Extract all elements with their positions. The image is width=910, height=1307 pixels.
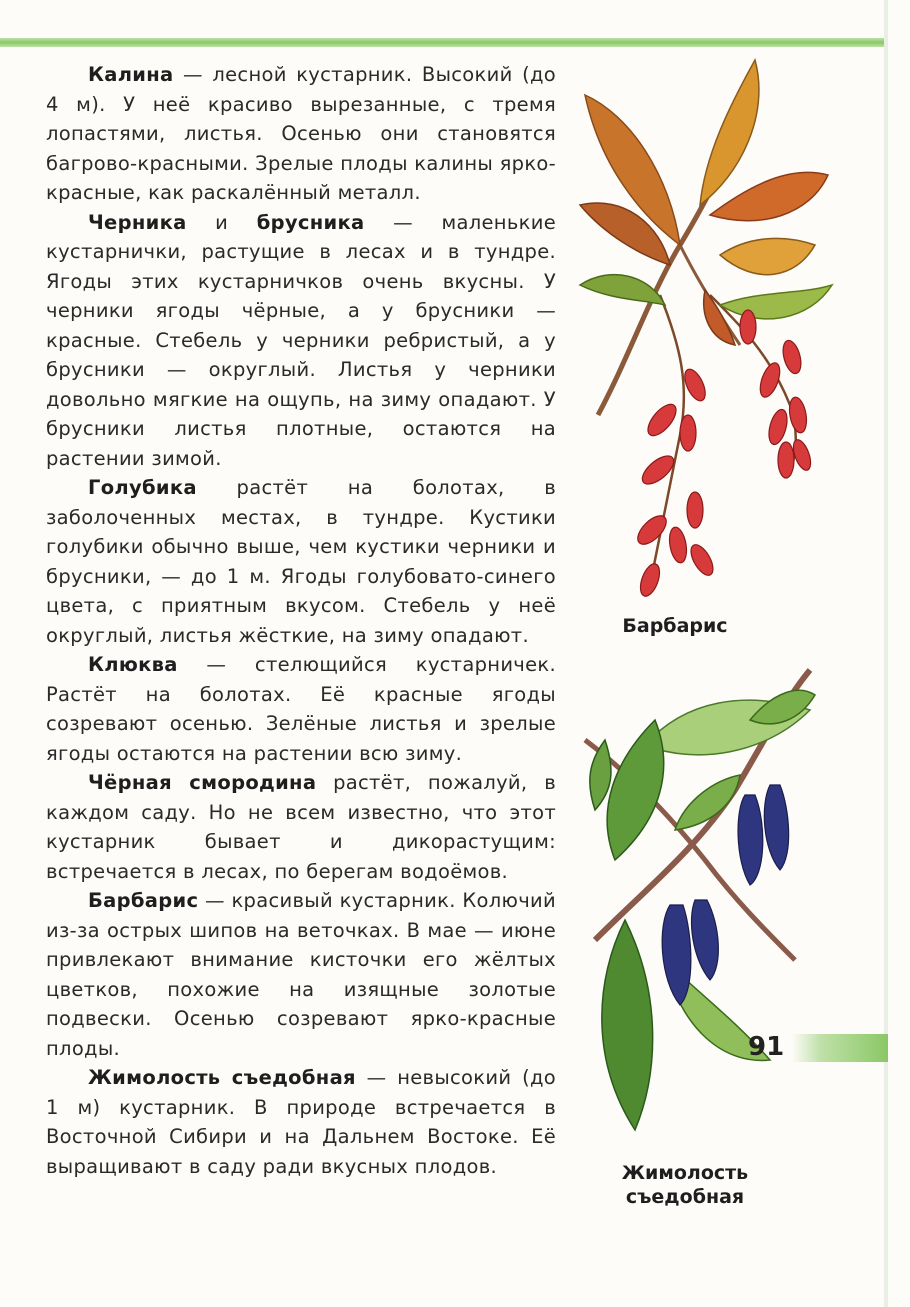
paragraph-text: — невысокий (до 1 м) кустарник. В природе встречается в Восточной Сибири и на Дальнем Востоке. Её выращивают в саду ради вкусных плодов. [46,1066,556,1178]
term-kalina: Калина [88,63,174,86]
paragraph-text: — красивый кустарник. Колючий из-за острых шипов на веточках. В мае — июне привлекают внимание кисточки его жёлтых цветков, похожие на изящные золотые подвески. Осенью созревают ярко-красные плоды. [46,889,556,1060]
paragraph-text: — лесной кустарник. Высокий (до 4 м). У неё красиво вырезанные, с тремя лопастями, листья. Осенью они становятся багрово-красными. Зрелые плоды калины ярко-красные, как раскалённый металл. [46,63,556,204]
honeysuckle-illustration [575,660,825,1155]
paragraph-golubika [46,473,556,650]
term-brusnika: брусника [256,210,365,234]
paragraph-kalina [46,60,556,208]
caption-honeysuckle [600,1161,770,1209]
term-zhimolost: Жимолость съедобная [88,1066,356,1089]
term-smorodina: Чёрная смородина [88,771,317,794]
barberry-illustration [570,55,840,610]
paragraph-text: — маленькие кустарнички, растущие в лесах и в тундре. Ягоды этих кустарничков очень вкусны. У черники ягоды чёрные, а у брусники — красные. Стебель у черники ребристый, а у брусники — округлый. Листья у черники довольно мягкие на ощупь, на зиму опадают. У брусники листья плотные, остаются на растении зимой. [46,210,556,470]
paragraph-zhimolost [46,1063,556,1181]
paragraph-text: — стелющийся кустарничек. Растёт на болотах. Её красные ягоды созревают осенью. Зелёные листья и зрелые ягоды остаются на растении всю зиму. [46,653,556,765]
term-klyukva: Клюква [88,653,178,676]
page-edge [884,0,888,1307]
page-number: 91 [748,1032,785,1062]
paragraph-klyukva [46,650,556,768]
bottom-accent-bar [792,1034,888,1062]
paragraph-smorodina [46,768,556,886]
term-chernika: Черника [88,210,187,234]
caption-honeysuckle-line1: Жимолость [621,1162,749,1184]
top-accent-bar [0,38,888,47]
article-text [46,60,556,1181]
caption-honeysuckle-line2: съедобная [625,1186,745,1208]
term-golubika: Голубика [88,476,197,499]
paragraph-text: растёт на болотах, в заболоченных местах, в тундре. Кустики голубики обычно выше, чем кустики черники и брусники, — до 1 м. Ягоды голубовато-синего цвета, с приятным вкусом. Стебель у неё округлый, листья жёсткие, на зиму опадают. [46,476,556,647]
paragraph-text: растёт, пожалуй, в каждом саду. Но не всем известно, что этот кустарник бывает и дикорастущим: встречается в лесах, по берегам водоёмов. [46,771,556,883]
paragraph-barbaris [46,886,556,1063]
barberry-berries [633,310,814,599]
paragraph-connector: и [186,210,257,234]
paragraph-chernika [46,208,556,474]
caption-barberry: Барбарис [622,615,728,637]
term-barbaris: Барбарис [88,889,199,912]
